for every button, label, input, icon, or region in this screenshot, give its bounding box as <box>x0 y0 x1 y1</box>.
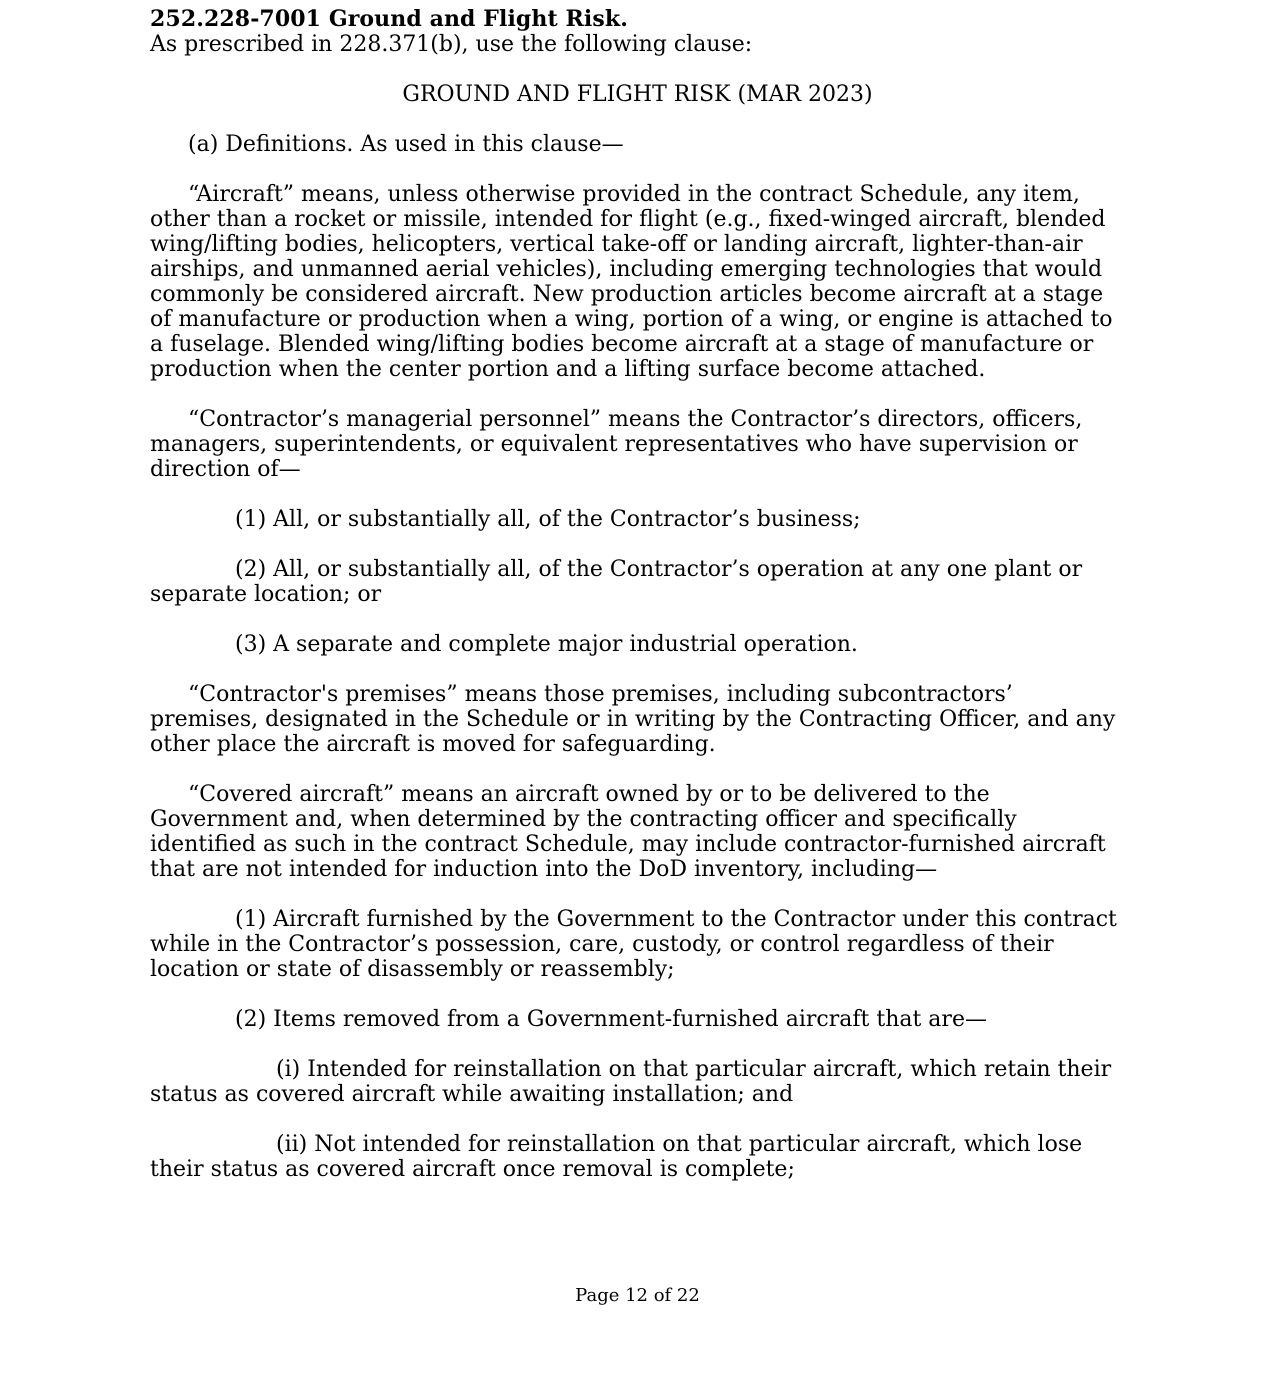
paragraph-premises-definition: “Contractor's premises” means those premises, including subcontractors’ premises, designated in the Schedule or in writing by the Contracting Officer, and any other place the aircraft is moved for safeguarding. <box>150 682 1116 757</box>
paragraph-managerial-personnel-definition: “Contractor’s managerial personnel” means the Contractor’s directors, officers, managers, superintendents, or equivalent representatives who have supervision or direction of— <box>150 407 1083 482</box>
clause-title: GROUND AND FLIGHT RISK (MAR 2023) <box>402 82 873 107</box>
paragraph-list-item: (1) All, or substantially all, of the Contractor’s business; <box>235 507 861 532</box>
page-number: Page 12 of 22 <box>575 1285 700 1306</box>
section-intro: As prescribed in 228.371(b), use the following clause: <box>150 32 753 57</box>
paragraph-list-item: (2) Items removed from a Government-furnished aircraft that are— <box>235 1007 987 1032</box>
document-page <box>150 7 1125 1207</box>
paragraph-sublist-item: (ii) Not intended for reinstallation on that particular aircraft, which lose their status as covered aircraft once removal is complete; <box>150 1132 1083 1182</box>
paragraph-list-item: (1) Aircraft furnished by the Government to the Contractor under this contract while in the Contractor’s possession, care, custody, or control regardless of their location or state of disassembly or reassembly; <box>150 907 1117 982</box>
paragraph-list-item: (3) A separate and complete major industrial operation. <box>235 632 858 657</box>
paragraph-sublist-item: (i) Intended for reinstallation on that particular aircraft, which retain their status as covered aircraft while awaiting installation; and <box>150 1057 1112 1107</box>
paragraph-aircraft-definition: “Aircraft” means, unless otherwise provided in the contract Schedule, any item, other than a rocket or missile, intended for flight (e.g., fixed-winged aircraft, blended wing/lifting bodies, helicopters, vertical take-off or landing aircraft, lighter-than-air airships, and unmanned aerial vehicles), including emerging technologies that would commonly be considered aircraft. New production articles become aircraft at a stage of manufacture or production when a wing, portion of a wing, or engine is attached to a fuselage. Blended wing/lifting bodies become aircraft at a stage of manufacture or production when the center portion and a lifting surface become attached. <box>150 182 1113 382</box>
section-title: 252.228-7001 Ground and Flight Risk. <box>150 6 628 32</box>
paragraph-definitions-heading: (a) Definitions. As used in this clause— <box>188 132 624 157</box>
paragraph-list-item: (2) All, or substantially all, of the Contractor’s operation at any one plant or separate location; or <box>150 557 1083 607</box>
paragraph-covered-aircraft-definition: “Covered aircraft” means an aircraft owned by or to be delivered to the Government and, when determined by the contracting officer and specifically identified as such in the contract Schedule, may include contractor-furnished aircraft that are not intended for induction into the DoD inventory, including— <box>150 782 1106 882</box>
